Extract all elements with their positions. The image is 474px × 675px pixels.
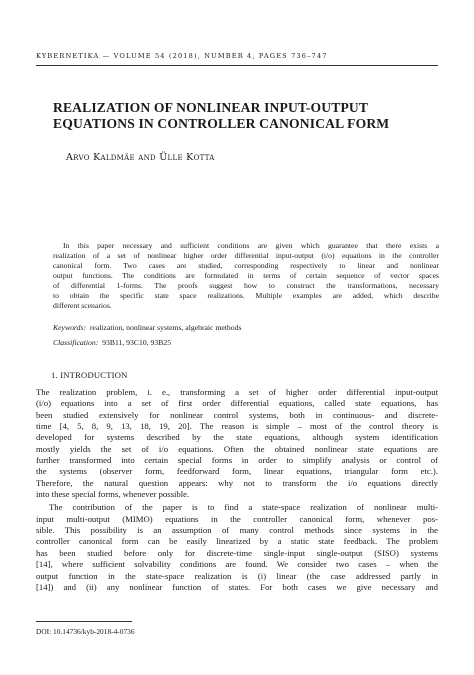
abstract-line: realization of a set of nonlinear higher order differential input-output (i/o) equations in the controller [53,251,439,260]
body-line: time [4, 5, 8, 9, 13, 18, 19, 20]. The reason is simple – most of the control theory is [36,421,438,432]
classification-value: 93B11, 93C10, 93B25 [102,338,172,347]
body-line: [14]) and (ii) any nonlinear function of states. For both cases we give necessary and [36,581,438,592]
body-line: the systems (observer form, feedforward form, linear equations, triangular form etc.). [36,466,438,477]
title-line: EQUATIONS IN CONTROLLER CANONICAL FORM [53,115,390,131]
body-line: (i/o) equations into a set of first order differential equations, called state equations, has [36,398,438,409]
title-line: REALIZATION OF NONLINEAR INPUT-OUTPUT [53,100,369,115]
abstract-line: different scenarios. [53,301,112,310]
body-line: developed for systems described by the state equations, although system identification [36,432,438,443]
body-line: Therefore, the natural question appears: why not to transform the i/o equations directly [36,477,438,488]
classification-label: Classification: [53,338,99,347]
body-line: input multi-output (MIMO) equations in the controller canonical form, whenever pos- [36,513,438,524]
body-line: been studied extensively for nonlinear control systems, both in continuous- and discrete- [36,409,438,420]
abstract-line: of differential 1-forms. The proofs suggest how to construct the transformations, necessary [53,281,439,290]
classification [53,338,171,347]
abstract-line: output functions. The conditions are formulated in terms of certain sequence of vector spaces [53,271,439,280]
doi: DOI: 10.14736/kyb-2018-4-0736 [36,627,135,636]
body-line: controller canonical form can be easily linearized by a static state feedback. The problem [36,536,438,547]
body-line: The realization problem, i. e., transforming a set of higher order differential input-output [36,387,438,397]
keywords [53,323,241,332]
journal-header-text: KYBERNETIKA — VOLUME 54 (2018), NUMBER 4, PAGES 736–747 [36,52,328,60]
body-line: sible. This possibility is an assumption of many control methods since systems in the [36,525,438,536]
abstract-line: to obtain the specific state space realizations. Multiple examples are added, which describe [53,291,439,300]
header-rule [36,65,438,66]
keywords-label: Keywords: [53,323,87,332]
paper-authors: Arvo Kaldmäe and Ülle Kotta [66,152,215,163]
body-line: further transformed into certain special forms in order to simplify analysis or control of [36,455,438,466]
body-line: [14], where sufficient solvability conditions are found. We consider two cases – when the [36,559,438,570]
abstract [53,241,439,311]
body-line: has been studied before only for discrete-time single-input single-output (SISO) systems [36,547,438,558]
body-line: output function in the state-space realization is (i) linear (the case addressed partly in [36,570,438,581]
body-text [36,387,438,593]
body-line: mostly yields the set of i/o equations. Often the obtained nonlinear state equations are [36,443,438,454]
abstract-line: canonical form. Two cases are studied, corresponding respectively to linear and nonlinear [53,261,439,270]
footnote-rule [36,621,132,622]
body-line: into these special forms, whenever possible. [36,489,190,500]
paper-title [53,100,433,131]
keywords-value: realization, nonlinear systems, algebraic methods [89,323,242,332]
abstract-line: In this paper necessary and sufficient conditions are given which guarantee that there exists a [63,241,439,250]
journal-header [36,52,438,60]
body-line: The contribution of the paper is to find a state-space realization of nonlinear multi- [49,502,438,513]
section-heading: 1. INTRODUCTION [51,370,128,380]
